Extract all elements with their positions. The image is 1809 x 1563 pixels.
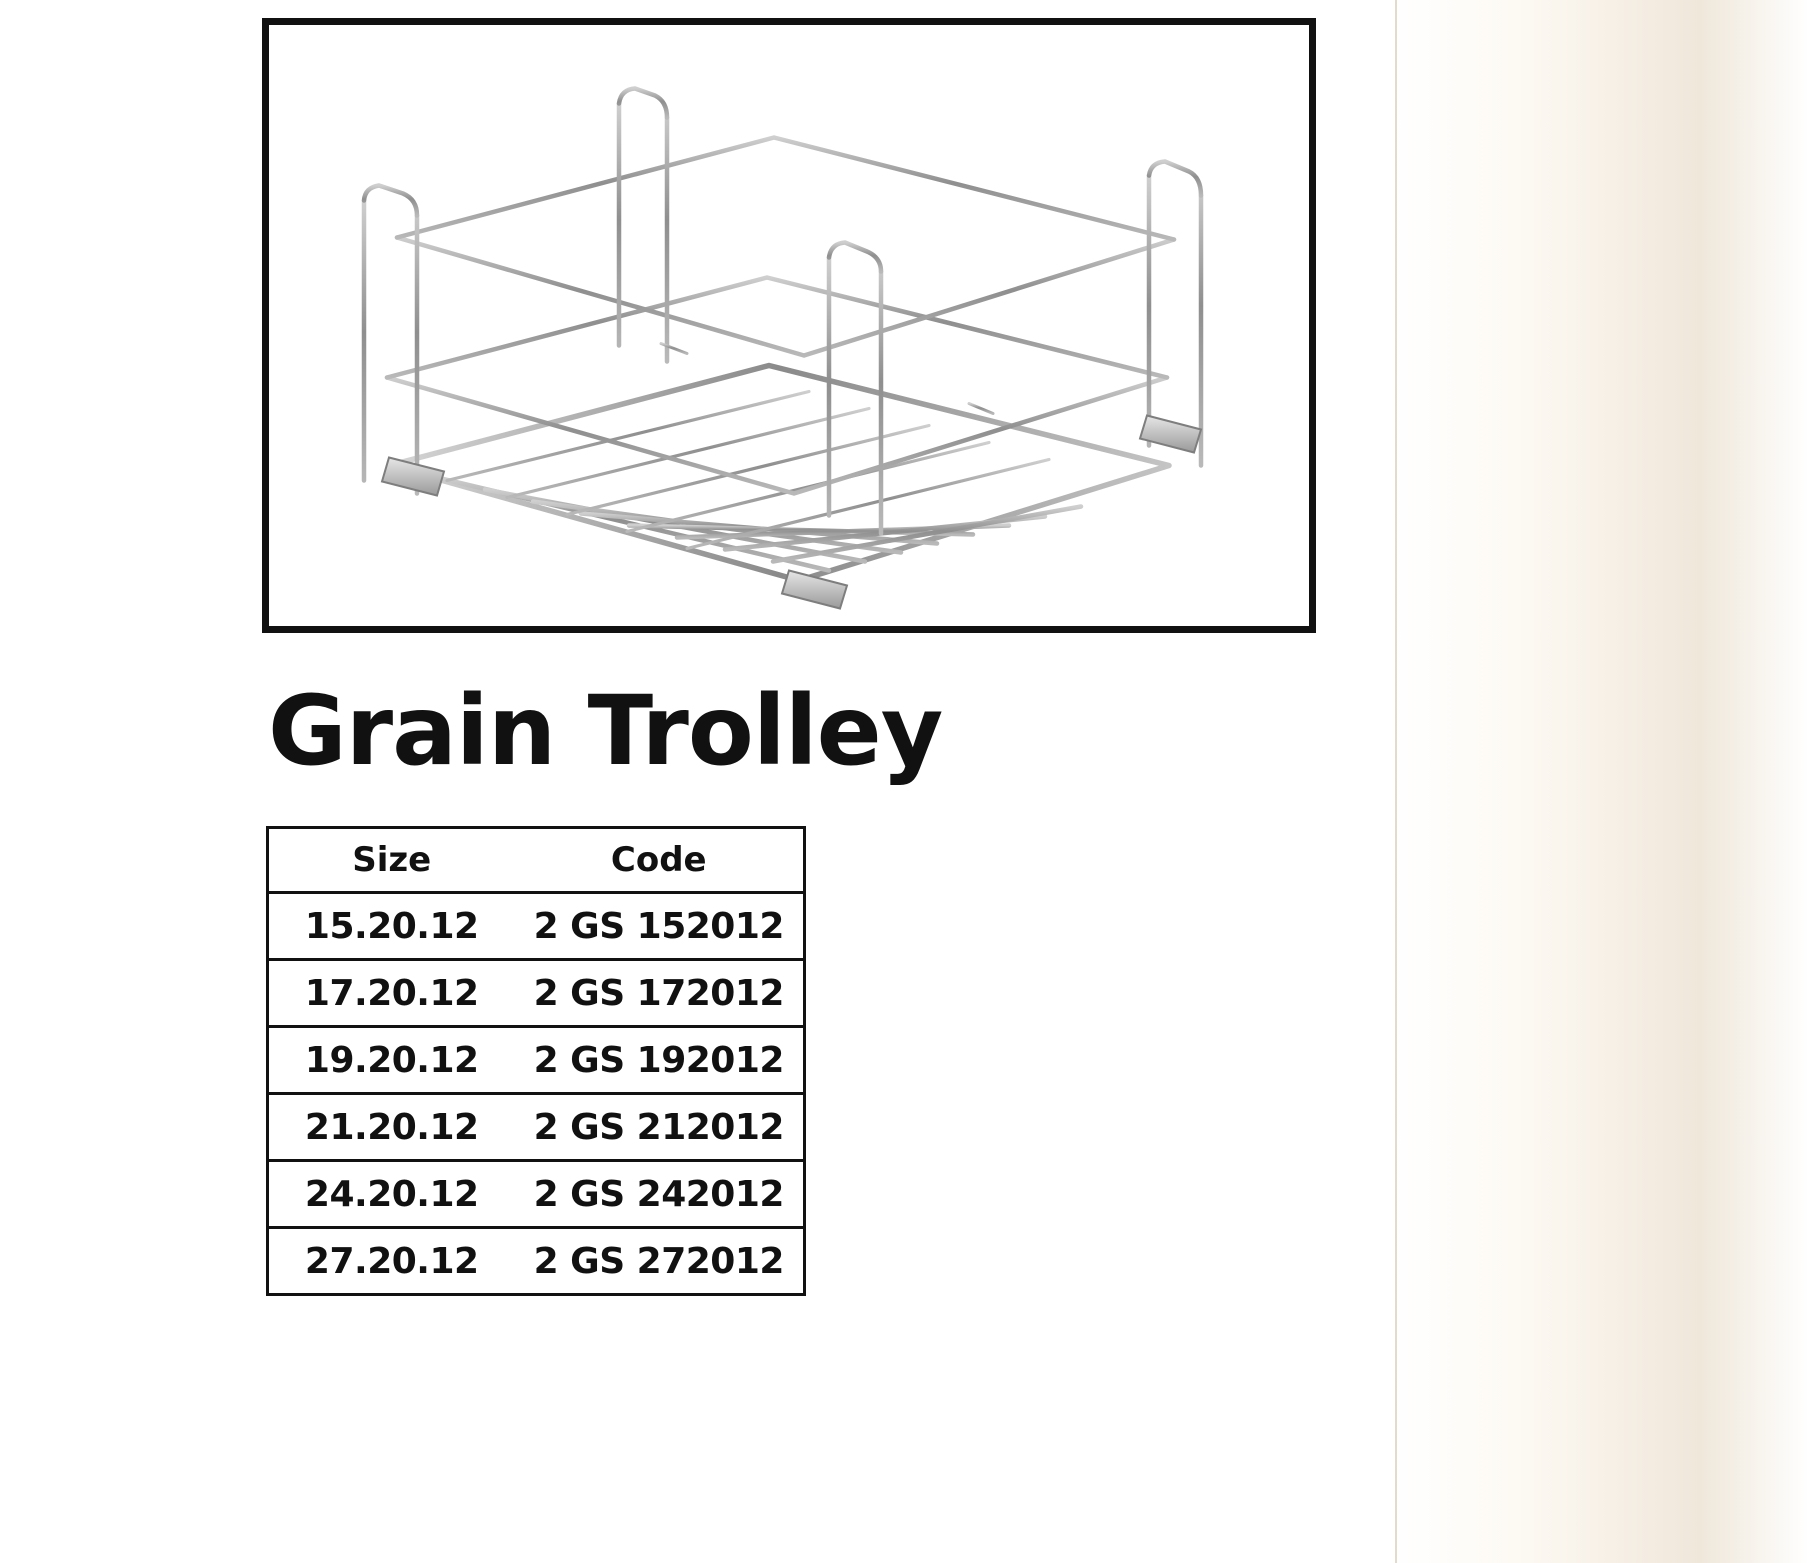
product-image-frame — [262, 18, 1316, 633]
cell-code: 2 GS 272012 — [533, 1240, 784, 1282]
table-row — [268, 960, 805, 1027]
cell-size: 19.20.12 — [268, 1027, 515, 1094]
page-title: Grain Trolley — [268, 675, 943, 787]
cell-size: 15.20.12 — [268, 893, 515, 960]
cell-code: 2 GS 192012 — [515, 1027, 805, 1094]
cell-size: 27.20.12 — [304, 1240, 479, 1282]
size-code-table — [266, 826, 806, 1296]
product-image — [269, 25, 1309, 626]
cell-code: 2 GS 242012 — [515, 1161, 805, 1228]
column-header-size: Size — [268, 828, 515, 893]
column-header-code: Code — [515, 828, 805, 893]
cell-code: 2 GS 212012 — [515, 1094, 805, 1161]
page-edge-shading — [1389, 0, 1809, 1563]
table-row — [268, 1161, 805, 1228]
page-edge-divider — [1395, 0, 1397, 1563]
table-header-row — [268, 828, 805, 893]
table-row — [268, 893, 805, 960]
cell-size: 17.20.12 — [268, 960, 515, 1027]
table-row — [268, 1027, 805, 1094]
table-row — [268, 1094, 805, 1161]
table-row — [268, 1228, 805, 1295]
cell-code: 2 GS 172012 — [515, 960, 805, 1027]
cell-size: 21.20.12 — [268, 1094, 515, 1161]
cell-code: 2 GS 152012 — [515, 893, 805, 960]
cell-size: 24.20.12 — [268, 1161, 515, 1228]
